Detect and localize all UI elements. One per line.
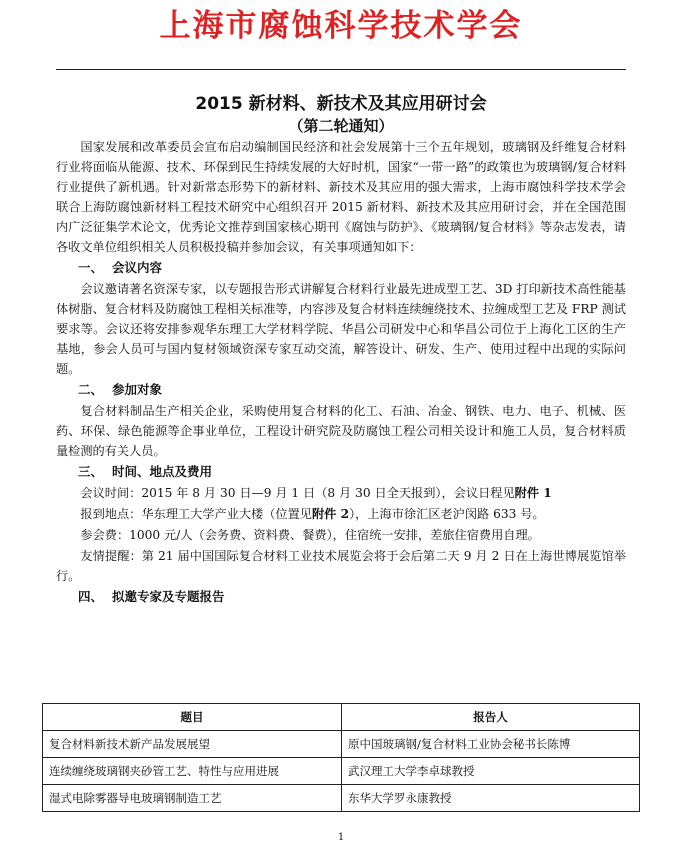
- meeting-time: [56, 483, 626, 504]
- meeting-place-text: 报到地点：华东理工大学产业大楼（位置见: [80, 507, 312, 521]
- attachment-2-ref: 附件 2: [311, 507, 350, 521]
- table-row: [43, 758, 640, 785]
- table-row: [43, 731, 640, 758]
- meeting-fee: 参会费：1000 元/人（会务费、资料费、餐费），住宿统一安排，差旅住宿费用自理。: [80, 528, 540, 542]
- table-cell-topic: 连续缠绕玻璃钢夹砂管工艺、特性与应用进展: [43, 758, 342, 785]
- section-title: 参加对象: [112, 382, 163, 397]
- attachment-1-ref: 附件 1: [514, 486, 552, 500]
- section-title: 拟邀专家及专题报告: [112, 589, 225, 604]
- table-cell-topic: 复合材料新技术新产品发展展望: [43, 731, 342, 758]
- column-header-topic: 题目: [43, 704, 342, 731]
- meeting-place-address: ），上海市徐汇区老沪闵路 633 号。: [349, 507, 545, 521]
- table-row: [43, 785, 640, 812]
- experts-table: [42, 703, 640, 812]
- letterhead: 上海市腐蚀科学技术学会: [159, 8, 523, 44]
- table-header-row: [43, 704, 640, 731]
- meeting-place: [56, 504, 626, 525]
- section-number: 二、: [78, 382, 104, 397]
- section-title: 会议内容: [112, 260, 163, 275]
- table-cell-topic: 湿式电除雾器导电玻璃钢制造工艺: [43, 785, 342, 812]
- table-cell-speaker: 原中国玻璃钢/复合材料工业协会秘书长陈博: [342, 731, 640, 758]
- column-header-speaker: 报告人: [342, 704, 640, 731]
- section-body-content: 会议邀请著名资深专家，以专题报告形式讲解复合材料行业最先进成型工艺、3D 打印新技术高性能基体树脂、复合材料及防腐蚀工程相关标准等，内容涉及复合材料连续缠绕技术、拉缠成型工艺及 FRP 测试要求等。会议还将安排参观华东理工大学材料学院、华昌公司研发中心和华昌公司位于上海化工区的生产基地，参会人员可与国内复材领域资深专家互动交流，解答设计、研发、生产、使用过程中出现的实际问题。: [56, 282, 626, 376]
- section-heading-audience: [56, 379, 626, 401]
- section-heading-logistics: [56, 461, 626, 483]
- section-number: 三、: [78, 464, 104, 479]
- header-rule: [56, 69, 626, 70]
- section-body-audience: 复合材料制品生产相关企业，采购使用复合材料的化工、石油、冶金、钢铁、电力、电子、机械、医药、环保、绿色能源等企事业单位，工程设计研究院及防腐蚀工程公司相关设计和施工人员，复合材料质量检测的有关人员。: [56, 404, 626, 458]
- document-title: 2015 新材料、新技术及其应用研讨会: [195, 94, 487, 114]
- intro-paragraph: 国家发展和改革委员会宣布启动编制国民经济和社会发展第十三个五年规划，玻璃钢及纤维复合材料行业将面临从能源、技术、环保到民生持续发展的大好时机，国家“一带一路”的政策也为玻璃钢/复合材料行业提供了新机遇。针对新常态形势下的新材料、新技术及其应用的强大需求，上海市腐蚀科学技术学会联合上海防腐蚀新材料工程技术研究中心组织召开 2015 新材料、新技术及其应用研讨会，并在全国范围内广泛征集学术论文，优秀论文推荐到国家核心期刊《腐蚀与防护》、《玻璃钢/复合材料》等杂志发表，请各收文单位组织相关人员积极投稿并参加会议，有关事项通知如下：: [56, 140, 626, 254]
- document-subtitle: （第二轮通知）: [288, 117, 394, 135]
- exhibition-reminder: 友情提醒：第 21 届中国国际复合材料工业技术展览会将于会后第二天 9 月 2 日在上海世博展览馆举行。: [56, 549, 626, 583]
- section-number: 一、: [78, 260, 104, 275]
- table-cell-speaker: 武汉理工大学李卓球教授: [342, 758, 640, 785]
- section-heading-experts: [56, 586, 626, 608]
- section-number: 四、: [78, 589, 104, 604]
- page-number: 1: [337, 832, 345, 843]
- table-cell-speaker: 东华大学罗永康教授: [342, 785, 640, 812]
- section-heading-content: [56, 257, 626, 279]
- meeting-time-text: 会议时间：2015 年 8 月 30 日—9 月 1 日（8 月 30 日全天报到），会议日程见: [80, 486, 515, 500]
- section-title: 时间、地点及费用: [112, 464, 213, 479]
- document-body: [56, 137, 626, 608]
